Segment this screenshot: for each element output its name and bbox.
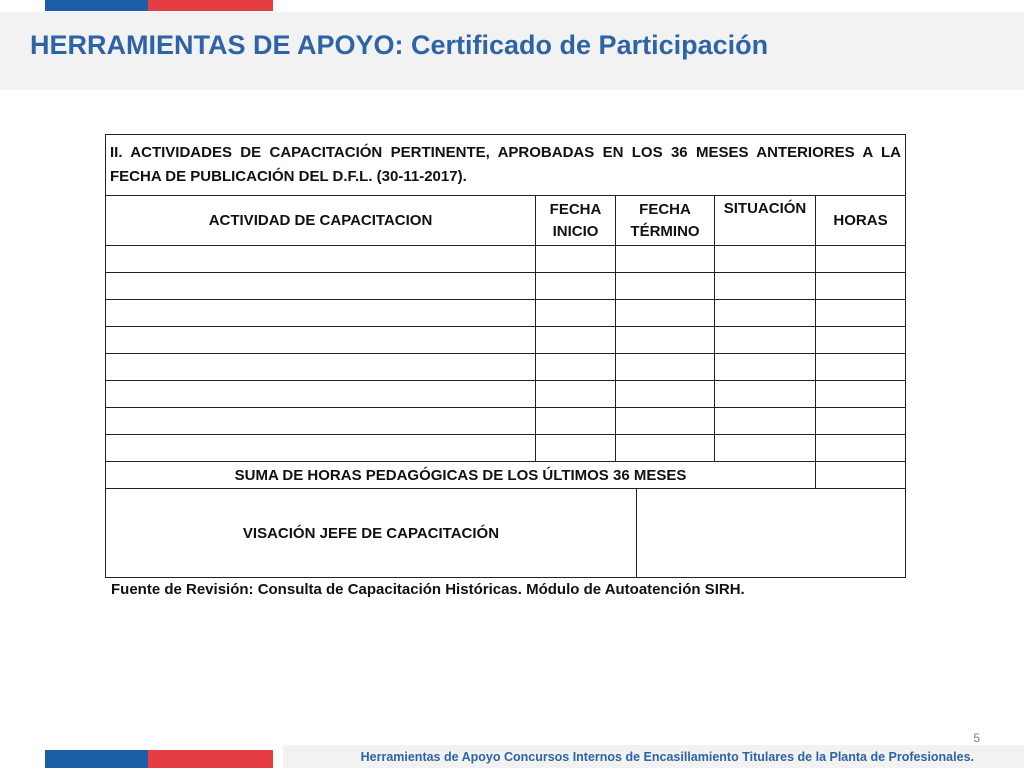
status-cell[interactable] [715,300,816,327]
end-date-cell[interactable] [616,381,715,408]
start-date-line1: FECHA [549,200,602,218]
visa-label: VISACIÓN JEFE DE CAPACITACIÓN [106,489,637,577]
hours-cell[interactable] [816,327,906,354]
column-header-activity [106,196,536,246]
column-header-end-date [616,196,715,246]
start-date-cell[interactable] [536,327,616,354]
visa-row [106,489,906,578]
hours-cell[interactable] [816,354,906,381]
footer-stripe-red [148,750,273,768]
status-cell[interactable] [715,381,816,408]
status-cell[interactable] [715,246,816,273]
footer-stripe-blue [45,750,148,768]
activity-cell[interactable] [106,327,536,354]
start-date-cell[interactable] [536,300,616,327]
sum-value-cell[interactable] [816,462,906,489]
section-heading: II. ACTIVIDADES DE CAPACITACIÓN PERTINENTE, APROBADAS EN LOS 36 MESES ANTERIORES A LA FECHA DE PUBLICACIÓN DEL D.F.L. (30-11-2017). [106,135,906,196]
start-date-cell[interactable] [536,381,616,408]
hours-cell[interactable] [816,273,906,300]
visa-container [106,489,906,578]
training-activities-table [105,134,906,578]
table-row [106,435,906,462]
activity-cell[interactable] [106,408,536,435]
status-cell[interactable] [715,273,816,300]
start-date-line2: INICIO [552,222,599,240]
footer-text: Herramientas de Apoyo Concursos Internos de Encasillamiento Titulares de la Planta de Profesionales. [360,750,974,764]
table-row [106,273,906,300]
end-date-cell[interactable] [616,246,715,273]
page-number: 5 [973,731,980,745]
status-cell[interactable] [715,354,816,381]
end-date-cell[interactable] [616,354,715,381]
hours-cell[interactable] [816,408,906,435]
column-header-activity-label: ACTIVIDAD DE CAPACITACION [208,211,433,229]
activity-cell[interactable] [106,435,536,462]
source-note: Fuente de Revisión: Consulta de Capacitación Históricas. Módulo de Autoatención SIRH. [111,581,745,598]
status-cell[interactable] [715,327,816,354]
table-row [106,381,906,408]
header-stripe-blue [45,0,148,11]
activity-cell[interactable] [106,381,536,408]
start-date-cell[interactable] [536,354,616,381]
visa-signature-cell[interactable] [637,489,905,577]
end-date-cell[interactable] [616,273,715,300]
table-row [106,300,906,327]
end-date-cell[interactable] [616,327,715,354]
column-header-start-date [536,196,616,246]
sum-label: SUMA DE HORAS PEDAGÓGICAS DE LOS ÚLTIMOS 36 MESES [106,462,816,489]
activity-cell[interactable] [106,300,536,327]
slide-title: HERRAMIENTAS DE APOYO: Certificado de Participación [30,30,769,60]
start-date-cell[interactable] [536,246,616,273]
hours-cell[interactable] [816,435,906,462]
activity-cell[interactable] [106,246,536,273]
table-row [106,354,906,381]
table-row [106,327,906,354]
end-date-line2: TÉRMINO [630,222,700,240]
hours-cell[interactable] [816,381,906,408]
end-date-cell[interactable] [616,435,715,462]
activity-cell[interactable] [106,273,536,300]
end-date-cell[interactable] [616,300,715,327]
certificate-form [105,134,905,598]
end-date-cell[interactable] [616,408,715,435]
activity-cell[interactable] [106,354,536,381]
end-date-line1: FECHA [639,200,691,218]
sum-row [106,462,906,489]
hours-cell[interactable] [816,246,906,273]
section-heading-row [106,135,906,196]
table-row [106,246,906,273]
start-date-cell[interactable] [536,408,616,435]
status-cell[interactable] [715,408,816,435]
hours-cell[interactable] [816,300,906,327]
status-cell[interactable] [715,435,816,462]
column-header-status [715,196,816,246]
start-date-cell[interactable] [536,435,616,462]
column-header-status-label: SITUACIÓN [723,200,807,217]
header-stripe-red [148,0,273,11]
start-date-cell[interactable] [536,273,616,300]
table-row [106,408,906,435]
column-header-hours [816,196,906,246]
column-header-hours-label: HORAS [833,211,888,229]
column-header-row [106,196,906,246]
